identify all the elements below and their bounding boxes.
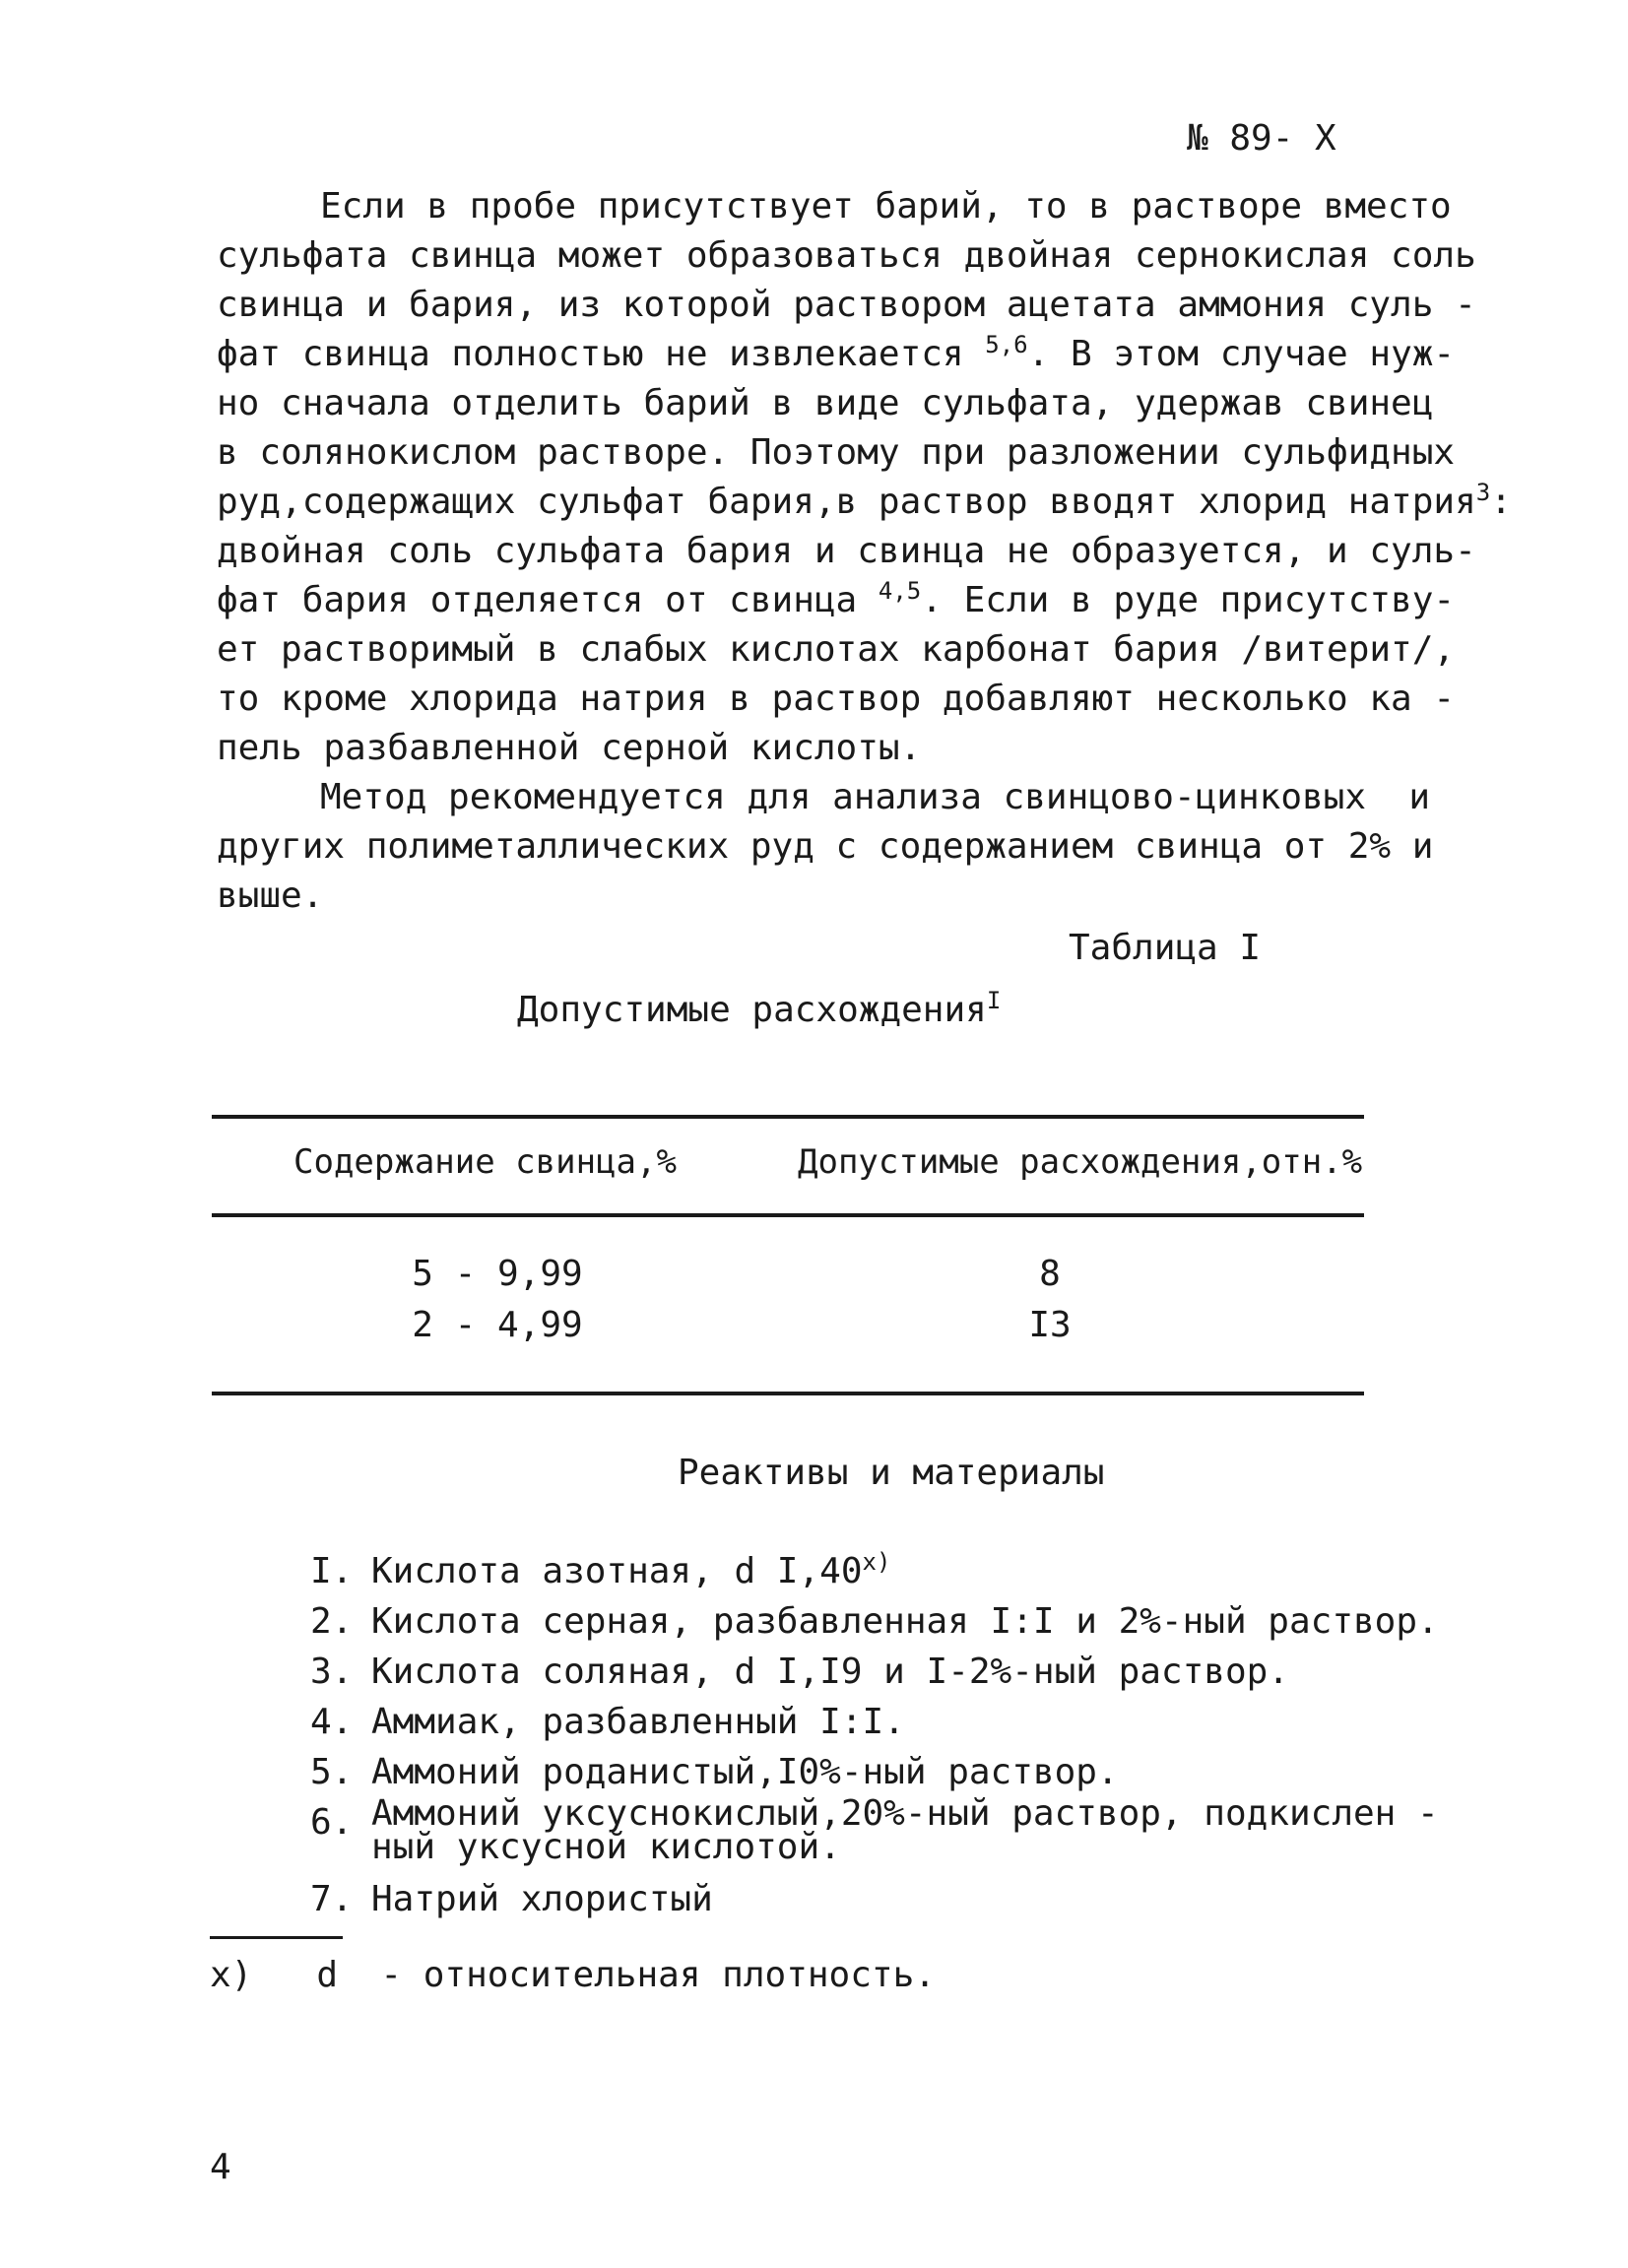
table-bottom-rule	[212, 1392, 1364, 1395]
intro-paragraph: Если в пробе присутствует барий, то в растворе вместо сульфата свинца может образоваться двойная сернокислая соль свинца и бария, из которой раствором ацетата аммония суль - фат свинца полностью не извлекается $^{5,6}$. В этом случае нуж- но сначала отделить барий в виде сульфата, удержав свинец в солянокислом растворе. Поэтому при разложении сульфидных руд,содержащих сульфат бария,в раствор вводят хлорид натрия$^3$: двойная соль сульфата бария и свинца не образуется, и суль- фат бария отделяется от свинца $^{4,5}$. Если в руде присутству- ет растворимый в слабых кислотах карбонат бария /витерит/, то кроме хлорида натрия в раствор добавляют несколько ка - пель разбавленной серной кислоты.	[217, 186, 1512, 768]
reagent-list	[310, 1546, 1472, 1924]
section-heading: Реактивы и материалы	[678, 1453, 1105, 1493]
list-item: I. Кислота азотная, d I,40$^{x)}$	[310, 1548, 891, 1591]
list-item: 6. Аммоний уксуснокислый,20%-ный раствор, подкислен - ный уксусной кислотой.	[310, 1793, 1439, 1867]
table-cell: 5 - 9,99	[412, 1254, 583, 1294]
table-caption: Таблица I	[1069, 928, 1262, 968]
footnote-marker: I	[986, 987, 1002, 1014]
footnote-marker: x)	[862, 1548, 891, 1576]
reference-superscript: 3	[1475, 479, 1491, 506]
footnote-rule	[210, 1936, 343, 1939]
method-paragraph: Метод рекомендуется для анализа свинцово-цинковых и других полиметаллических руд с содержанием свинца от 2% и выше.	[217, 777, 1434, 916]
list-item: 7. Натрий хлористый	[310, 1879, 713, 1919]
table-cell: I3	[1028, 1305, 1072, 1345]
table-cell: 8	[1039, 1254, 1061, 1294]
document-number: № 89- X	[1187, 118, 1336, 159]
column-header-lead-content: Содержание свинца,%	[293, 1142, 677, 1182]
list-item: 5. Аммоний роданистый,I0%-ный раствор.	[310, 1752, 1119, 1792]
footnote: x) d - относительная плотность.	[210, 1955, 936, 1995]
table-cell: 2 - 4,99	[412, 1305, 583, 1345]
reference-superscript: 4,5	[878, 577, 922, 605]
list-item: 2. Кислота серная, разбавленная I:I и 2%-ный раствор.	[310, 1601, 1439, 1642]
list-item: 4. Аммиак, разбавленный I:I.	[310, 1702, 905, 1742]
table-title: Допустимые расхождения$^I$	[517, 987, 1002, 1030]
list-item: 3. Кислота соляная, d I,I9 и I-2%-ный раствор.	[310, 1652, 1289, 1692]
reference-superscript: 5,6	[985, 331, 1028, 358]
column-header-tolerance: Допустимые расхождения,отн.%	[798, 1142, 1363, 1182]
table-header-rule	[212, 1213, 1364, 1217]
page-number: 4	[210, 2147, 231, 2187]
table-top-rule	[212, 1115, 1364, 1119]
